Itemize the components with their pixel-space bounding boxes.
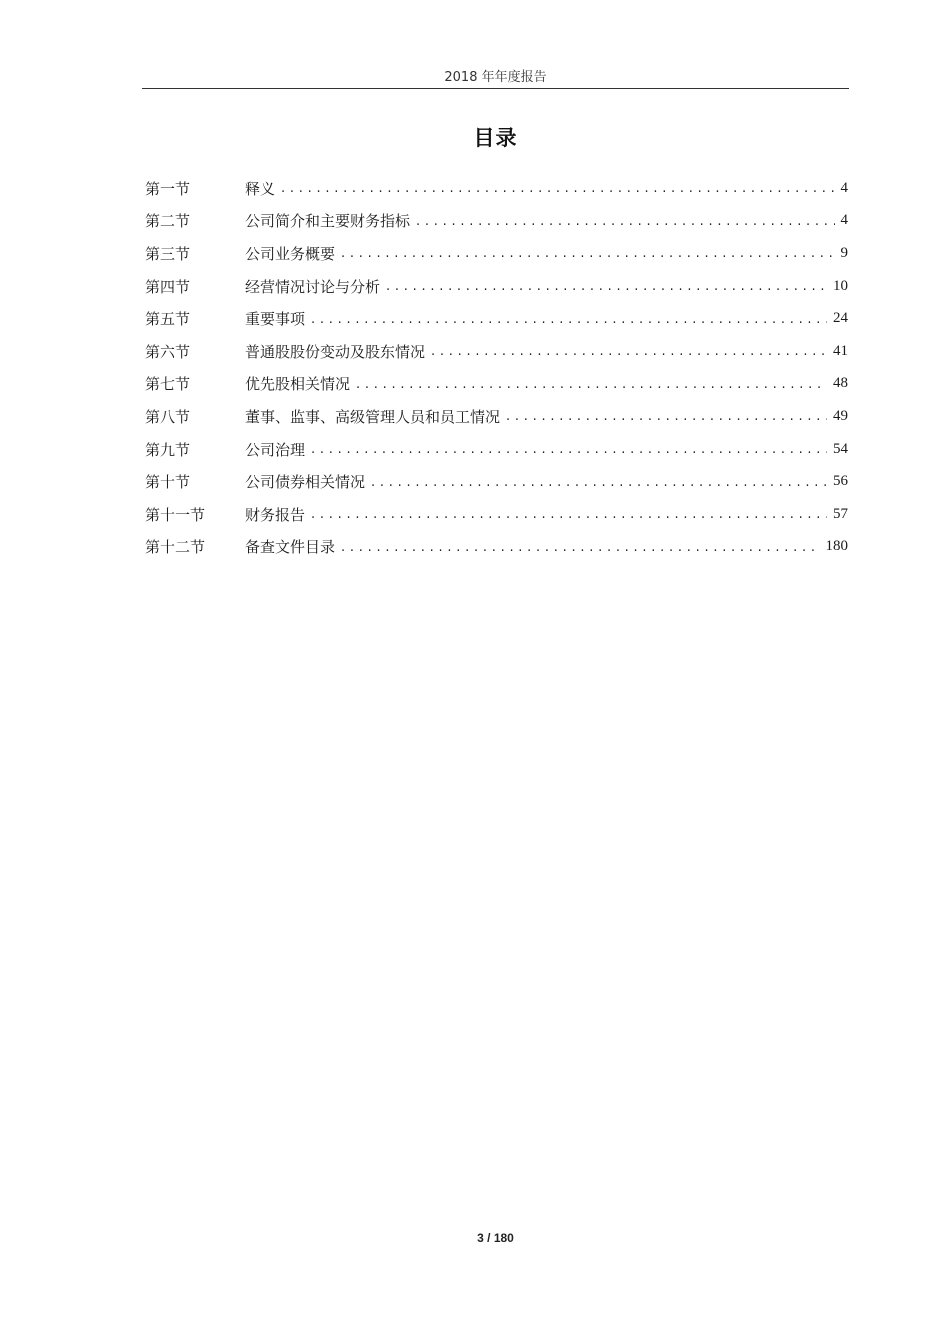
toc-section-name[interactable]: 释义: [245, 179, 276, 198]
toc-list: [145, 172, 848, 563]
toc-section-number: 第五节: [145, 310, 191, 329]
toc-section-number: 第一节: [145, 179, 191, 198]
toc-page-number[interactable]: 57: [833, 505, 848, 522]
toc-entry[interactable]: [145, 531, 848, 564]
toc-page-number[interactable]: 49: [833, 407, 848, 424]
toc-entry[interactable]: [145, 465, 848, 498]
toc-entry[interactable]: [145, 205, 848, 238]
toc-page-number[interactable]: 9: [840, 244, 848, 261]
toc-section-name[interactable]: 公司债券相关情况: [245, 473, 366, 492]
toc-page-number[interactable]: 24: [833, 310, 848, 327]
toc-entry[interactable]: [145, 400, 848, 433]
toc-section-number: 第十二节: [145, 538, 206, 557]
toc-dot-leader: [311, 311, 827, 327]
toc-section-name[interactable]: 董事、监事、高级管理人员和员工情况: [245, 407, 501, 426]
toc-page-number[interactable]: 10: [833, 277, 848, 294]
toc-section-number: 第十节: [145, 473, 191, 492]
toc-dot-leader: [431, 343, 827, 359]
toc-title: 目录: [473, 126, 518, 150]
toc-dot-leader: [371, 474, 827, 490]
toc-dot-leader: [506, 408, 827, 424]
toc-entry[interactable]: [145, 368, 848, 401]
toc-page-number[interactable]: 48: [833, 375, 848, 392]
toc-entry[interactable]: [145, 302, 848, 335]
page-number-footer: 3 / 180: [477, 1231, 514, 1245]
toc-page-number[interactable]: 180: [825, 538, 848, 555]
toc-dot-leader: [341, 245, 834, 261]
toc-section-name[interactable]: 公司业务概要: [245, 244, 336, 263]
toc-entry[interactable]: [145, 172, 848, 205]
toc-page-number[interactable]: 4: [840, 179, 848, 196]
toc-section-name[interactable]: 公司治理: [245, 440, 306, 459]
toc-section-name[interactable]: 经营情况讨论与分析: [245, 277, 381, 296]
toc-section-number: 第六节: [145, 342, 191, 361]
toc-dot-leader: [386, 278, 827, 294]
toc-dot-leader: [311, 441, 827, 457]
toc-dot-leader: [311, 506, 827, 522]
toc-section-number: 第八节: [145, 407, 191, 426]
toc-dot-leader: [281, 180, 834, 196]
toc-section-name[interactable]: 财务报告: [245, 505, 306, 524]
toc-section-name[interactable]: 优先股相关情况: [245, 375, 351, 394]
toc-entry[interactable]: [145, 270, 848, 303]
toc-section-number: 第九节: [145, 440, 191, 459]
header-divider: [142, 88, 849, 89]
toc-section-number: 第二节: [145, 212, 191, 231]
toc-entry[interactable]: [145, 237, 848, 270]
toc-section-number: 第四节: [145, 277, 191, 296]
toc-section-number: 第七节: [145, 375, 191, 394]
toc-dot-leader: [416, 213, 834, 229]
toc-page-number[interactable]: 4: [840, 212, 848, 229]
toc-section-name[interactable]: 重要事项: [245, 310, 306, 329]
toc-section-number: 第三节: [145, 244, 191, 263]
page-header: 2018 年年度报告: [444, 70, 547, 85]
toc-dot-leader: [341, 539, 819, 555]
toc-section-name[interactable]: 公司简介和主要财务指标: [245, 212, 411, 231]
toc-section-name[interactable]: 普通股股份变动及股东情况: [245, 342, 426, 361]
toc-entry[interactable]: [145, 498, 848, 531]
toc-dot-leader: [356, 376, 827, 392]
toc-page-number[interactable]: 56: [833, 473, 848, 490]
toc-section-number: 第十一节: [145, 505, 206, 524]
toc-entry[interactable]: [145, 433, 848, 466]
toc-entry[interactable]: [145, 335, 848, 368]
toc-section-name[interactable]: 备查文件目录: [245, 538, 336, 557]
toc-page-number[interactable]: 41: [833, 342, 848, 359]
toc-page-number[interactable]: 54: [833, 440, 848, 457]
